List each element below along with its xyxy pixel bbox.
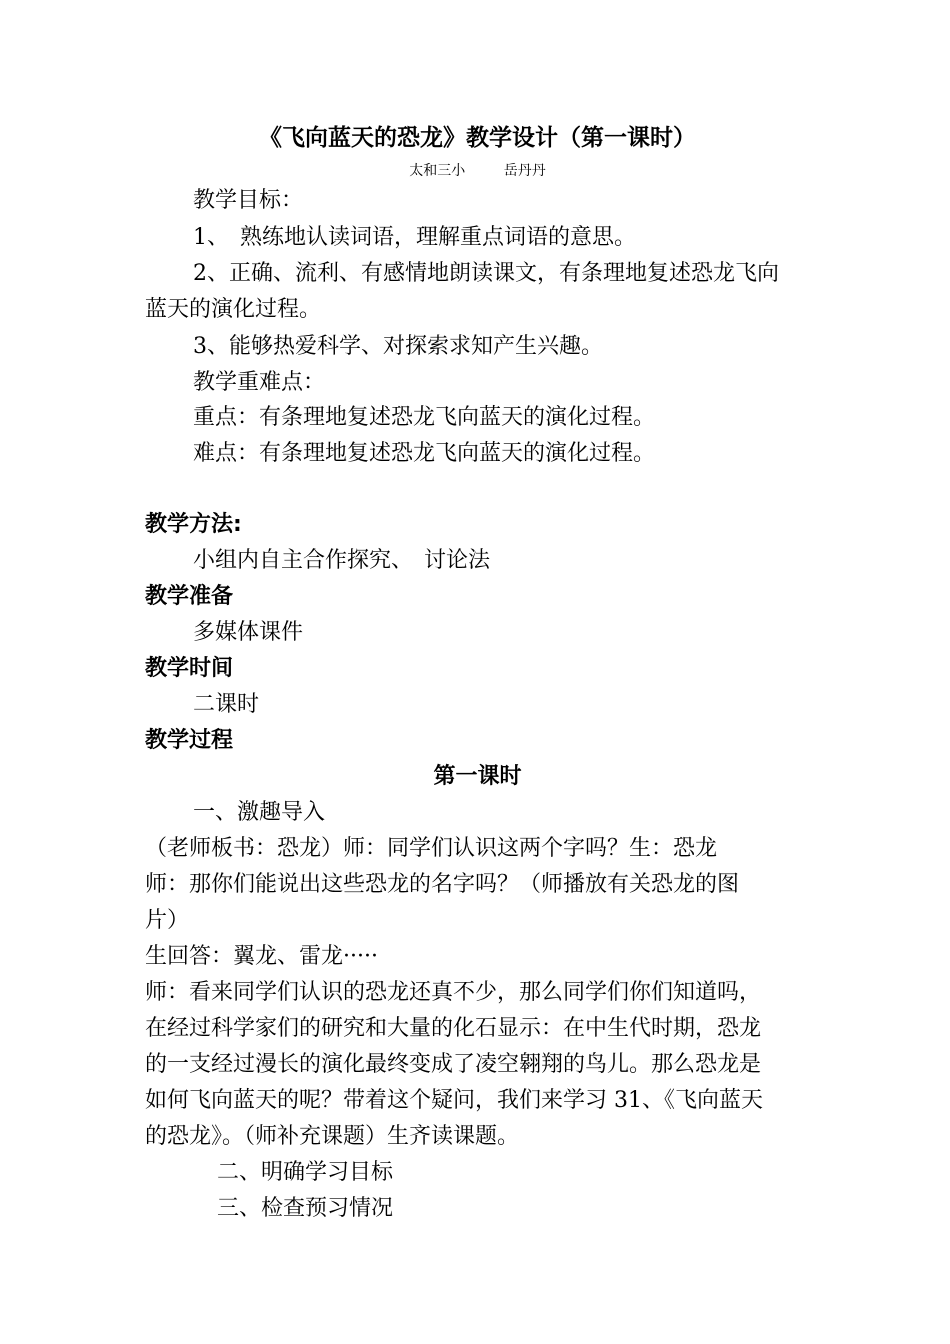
key-point: 重点：有条理地复述恐龙飞向蓝天的演化过程。: [193, 405, 656, 430]
objective-1: 1、 熟练地认读词语，理解重点词语的意思。: [193, 225, 636, 250]
preparation-text: 多媒体课件: [193, 620, 304, 645]
step-2: 二、明确学习目标: [217, 1160, 394, 1185]
paragraph-4-line5: 的恐龙》。（师补充课题）生齐读课题。: [145, 1124, 520, 1149]
paragraph-4-line4: 如何飞向蓝天的呢？带着这个疑问，我们来学习 31、《飞向蓝天: [145, 1088, 763, 1113]
difficult-point: 难点：有条理地复述恐龙飞向蓝天的演化过程。: [193, 441, 656, 466]
lesson-heading: 第一课时: [433, 764, 522, 789]
step-3: 三、检查预习情况: [217, 1196, 394, 1221]
paragraph-4-line3: 的一支经过漫长的演化最终变成了凌空翱翔的鸟儿。那么恐龙是: [145, 1052, 762, 1077]
document-title: 《飞向蓝天的恐龙》教学设计（第一课时）: [259, 125, 696, 151]
paragraph-3: 生回答：翼龙、雷龙·····: [145, 944, 378, 969]
process-heading: 教学过程: [145, 728, 234, 753]
objective-2-line1: 2、正确、流利、有感情地朗读课文，有条理地复述恐龙飞向: [193, 261, 779, 286]
paragraph-2-line2: 片）: [145, 908, 190, 933]
method-text: 小组内自主合作探究、 讨论法: [193, 548, 491, 573]
preparation-heading: 教学准备: [145, 584, 234, 609]
step-1: 一、激趣导入: [193, 800, 326, 825]
objective-3: 3、能够热爱科学、对探索求知产生兴趣。: [193, 334, 603, 359]
paragraph-4-line2: 在经过科学家们的研究和大量的化石显示：在中生代时期，恐龙: [145, 1016, 762, 1041]
paragraph-2-line1: 师：那你们能说出这些恐龙的名字吗？（师播放有关恐龙的图: [145, 872, 740, 897]
time-heading: 教学时间: [145, 656, 234, 681]
time-text: 二课时: [193, 692, 260, 717]
document-author: 太和三小 岳丹丹: [409, 163, 546, 179]
method-heading: 教学方法:: [145, 512, 242, 537]
key-points-heading: 教学重难点：: [193, 370, 326, 395]
paragraph-1: （老师板书：恐龙）师：同学们认识这两个字吗？生：恐龙: [145, 836, 718, 861]
objective-2-line2: 蓝天的演化过程。: [145, 297, 322, 322]
paragraph-4-line1: 师：看来同学们认识的恐龙还真不少，那么同学们你们知道吗，: [145, 980, 762, 1005]
objectives-heading: 教学目标：: [193, 188, 304, 213]
